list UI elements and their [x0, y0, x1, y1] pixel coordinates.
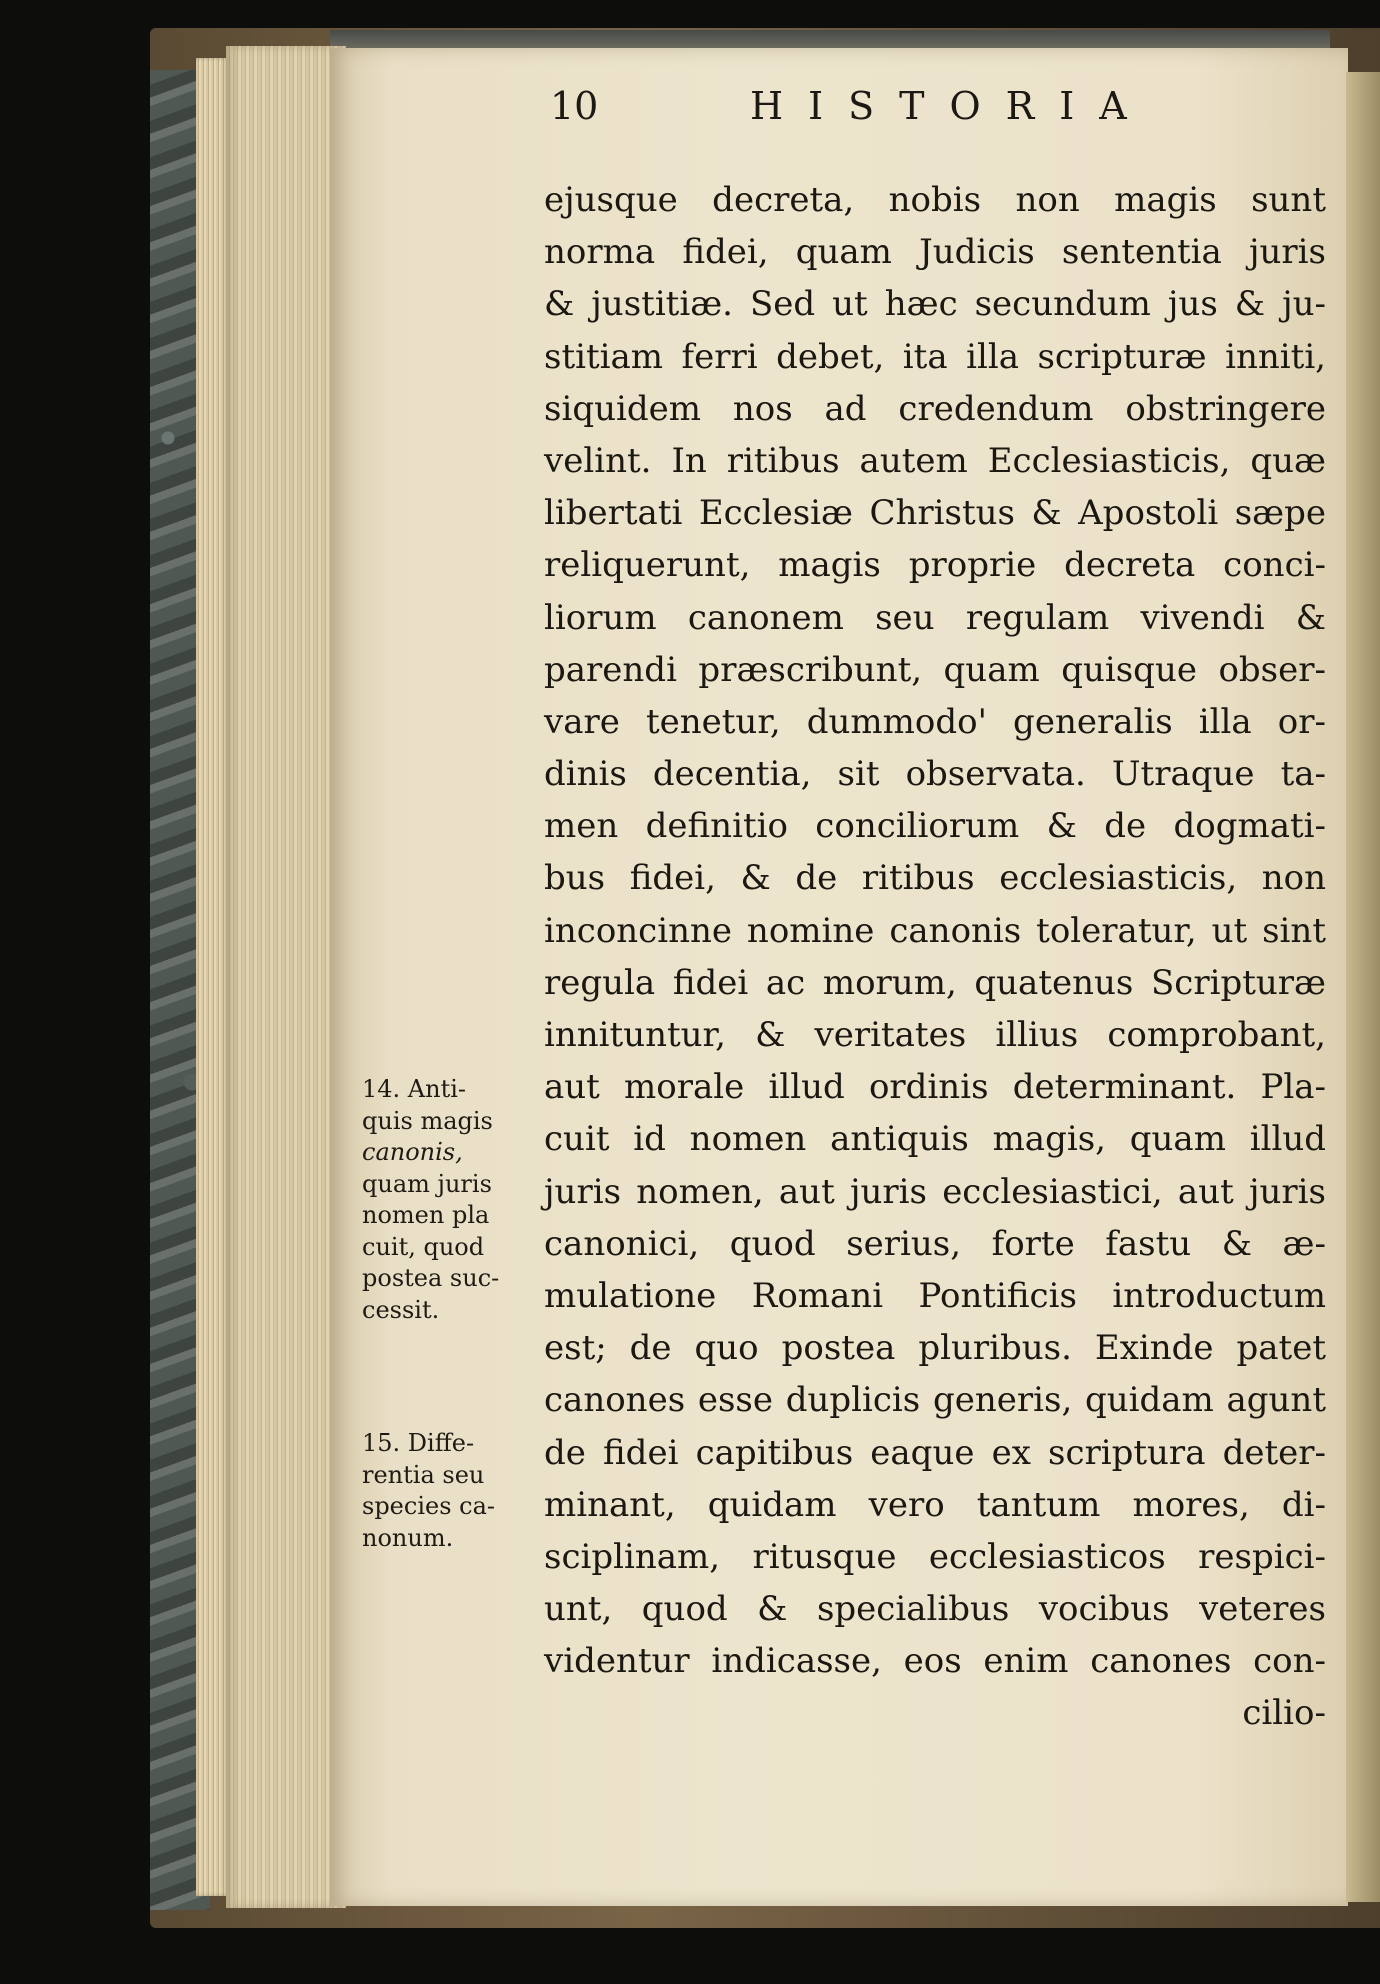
text-line: ejusque decreta, nobis non magis sunt	[544, 180, 1326, 220]
text-line: dinis decentia, sit observata. Utraque ta-	[544, 754, 1326, 795]
text-line: bus fidei, & de ritibus ecclesiasticis, non	[544, 858, 1326, 899]
body-text	[544, 174, 1326, 1740]
margin-note-line: species ca-	[362, 1492, 496, 1520]
margin-note-line: 14. Anti-	[362, 1075, 467, 1103]
running-title: HISTORIA	[750, 84, 1152, 128]
page-gutter-edge	[1346, 72, 1380, 1902]
text-line: innituntur, & veritates illius comprobant,	[544, 1015, 1326, 1055]
margin-note-14	[362, 1074, 532, 1326]
margin-note-line: nomen pla	[362, 1201, 490, 1229]
margin-note-line: 15. Diffe-	[362, 1429, 475, 1457]
page-header	[540, 84, 1240, 144]
text-line: videntur indicasse, eos enim canones con-	[544, 1641, 1326, 1682]
margin-note-line: nonum.	[362, 1523, 454, 1552]
catchword: cilio-	[1242, 1693, 1326, 1734]
text-line: canones esse duplicis generis, quidam agunt	[544, 1380, 1326, 1421]
margin-note-line: rentia seu	[362, 1460, 485, 1489]
margin-note-15	[362, 1428, 532, 1554]
text-line: inconcinne nomine canonis toleratur, ut sint	[544, 910, 1326, 951]
text-line: parendi præscribunt, quam quisque obser-	[544, 649, 1326, 690]
text-line: juris nomen, aut juris ecclesiastici, aut juris	[544, 1171, 1326, 1212]
text-line: velint. In ritibus autem Ecclesiasticis, quæ	[544, 440, 1326, 481]
margin-note-line: quis magis	[362, 1106, 493, 1135]
page-block	[226, 46, 346, 1908]
page-number: 10	[550, 84, 599, 128]
text-line: sciplinam, ritusque ecclesiasticos respici-	[544, 1536, 1326, 1577]
text-line: minant, quidam vero tantum mores, di-	[544, 1484, 1326, 1525]
text-line: regula fidei ac morum, quatenus Scripturæ	[544, 962, 1326, 1003]
margin-note-line: quam juris	[362, 1169, 492, 1198]
text-line: unt, quod & specialibus vocibus veteres	[544, 1589, 1326, 1630]
text-line: mulatione Romani Pontificis introductum	[544, 1275, 1326, 1316]
text-line: est; de quo postea pluribus. Exinde patet	[544, 1328, 1326, 1369]
text-line: aut morale illud ordinis determinant. Pla-	[544, 1067, 1326, 1108]
text-line: canonici, quod serius, forte fastu & æ-	[544, 1223, 1326, 1264]
margin-note-line: cuit, quod	[362, 1232, 485, 1261]
margin-note-line: postea suc-	[362, 1264, 500, 1292]
page-fore-edge	[196, 58, 228, 1896]
margin-note-line: cessit.	[362, 1295, 440, 1324]
text-line: vare tenetur, dummodo' generalis illa or-	[544, 701, 1326, 742]
text-line: liorum canonem seu regulam vivendi &	[544, 597, 1326, 638]
text-line: & justitiæ. Sed ut hæc secundum jus & ju-	[544, 284, 1326, 325]
text-line: siquidem nos ad credendum obstringere	[544, 388, 1326, 429]
text-line: de fidei capitibus eaque ex scriptura deter-	[544, 1432, 1326, 1473]
text-line: reliquerunt, magis proprie decreta conci-	[544, 545, 1326, 586]
text-line: stitiam ferri debet, ita illa scripturæ inniti,	[544, 336, 1326, 377]
text-line: libertati Ecclesiæ Christus & Apostoli sæpe	[544, 493, 1326, 534]
text-line: cuit id nomen antiquis magis, quam illud	[544, 1119, 1326, 1160]
margin-note-line: canonis,	[362, 1138, 463, 1166]
text-line: norma fidei, quam Judicis sententia juris	[544, 232, 1326, 273]
text-line: men definitio conciliorum & de dogmati-	[544, 806, 1326, 847]
